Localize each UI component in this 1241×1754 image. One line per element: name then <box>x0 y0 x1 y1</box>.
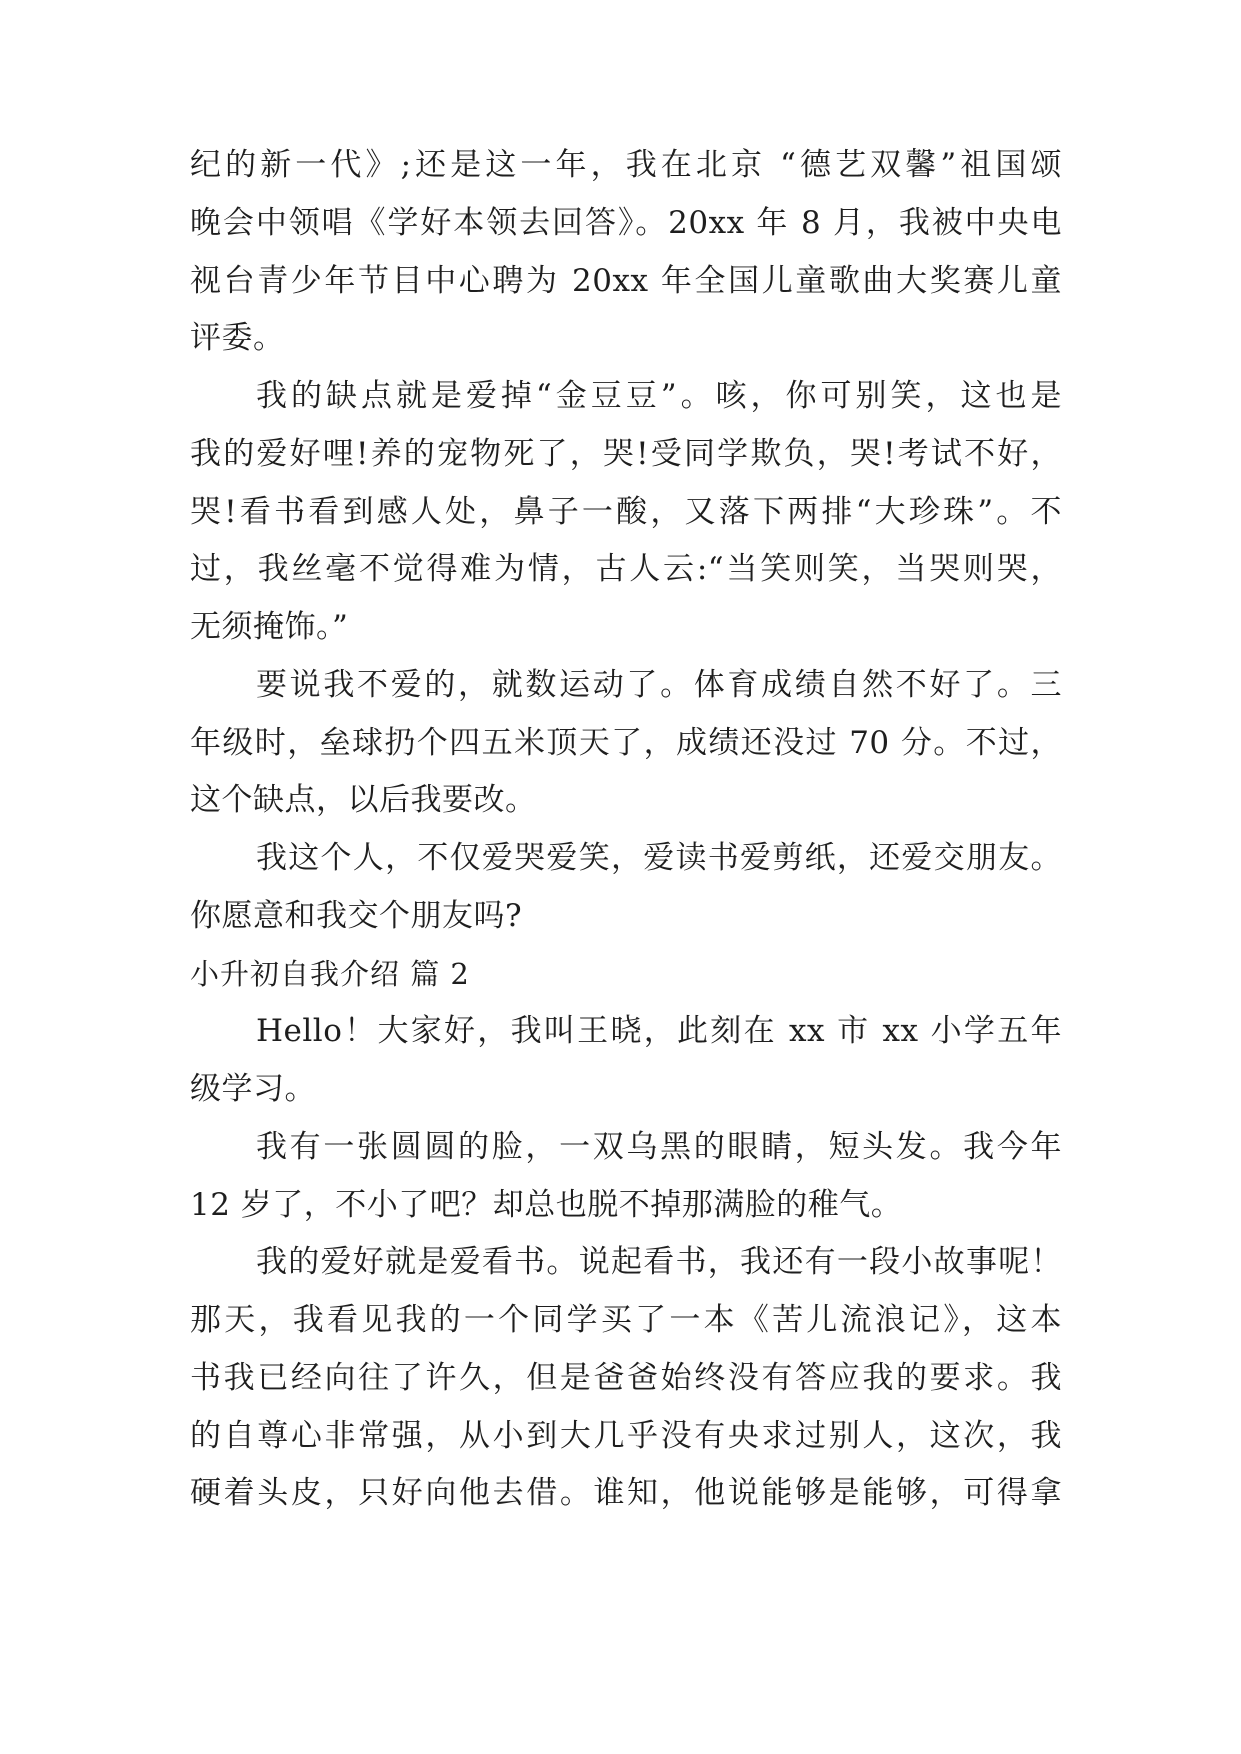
text-line: 年级时，垒球扔个四五米顶天了，成绩还没过 70 分。不过， <box>190 725 1062 761</box>
paragraph-first-line: 要说我不爱的，就数运动了。体育成绩自然不好了。三 <box>256 667 1062 703</box>
text-line: 视台青少年节目中心聘为 20xx 年全国儿童歌曲大奖赛儿童 <box>190 263 1062 299</box>
text-line: 评委。 <box>190 320 285 356</box>
text-line: 那天，我看见我的一个同学买了一本《苦儿流浪记》，这本 <box>190 1302 1062 1338</box>
paragraph-first-line: 我的爱好就是爱看书。说起看书，我还有一段小故事呢！ <box>256 1244 1062 1280</box>
paragraph-first-line: 我这个人，不仅爱哭爱笑，爱读书爱剪纸，还爱交朋友。 <box>256 840 1062 876</box>
text-line: 无须掩饰。” <box>190 609 349 645</box>
text-line: 的自尊心非常强，从小到大几乎没有央求过别人，这次，我 <box>190 1418 1062 1454</box>
text-line: 纪的新一代》;还是这一年，我在北京 “德艺双馨”祖国颂 <box>190 147 1062 183</box>
paragraph-first-line: 我的缺点就是爱掉“金豆豆”。咳，你可别笑，这也是 <box>256 378 1062 414</box>
text-line: 晚会中领唱《学好本领去回答》。20xx 年 8 月，我被中央电 <box>190 205 1062 241</box>
text-line: 哭!看书看到感人处，鼻子一酸，又落下两排“大珍珠”。不 <box>190 494 1062 530</box>
section-heading: 小升初自我介绍 篇 2 <box>190 957 470 991</box>
paragraph-first-line: 我有一张圆圆的脸，一双乌黑的眼睛，短头发。我今年 <box>256 1129 1062 1165</box>
text-line: 过，我丝毫不觉得难为情，古人云:“当笑则笑，当哭则哭， <box>190 551 1062 587</box>
text-line: 级学习。 <box>190 1071 316 1107</box>
text-line: 这个缺点，以后我要改。 <box>190 782 537 818</box>
text-line: 我的爱好哩!养的宠物死了，哭!受同学欺负，哭!考试不好， <box>190 436 1062 472</box>
text-line: 书我已经向往了许久，但是爸爸始终没有答应我的要求。我 <box>190 1360 1062 1396</box>
paragraph-first-line: Hello！大家好，我叫王晓，此刻在 xx 市 xx 小学五年 <box>256 1013 1062 1049</box>
text-line: 12 岁了，不小了吧？却总也脱不掉那满脸的稚气。 <box>190 1187 903 1223</box>
text-line: 你愿意和我交个朋友吗? <box>190 898 523 934</box>
text-line: 硬着头皮，只好向他去借。谁知，他说能够是能够，可得拿 <box>190 1475 1062 1511</box>
